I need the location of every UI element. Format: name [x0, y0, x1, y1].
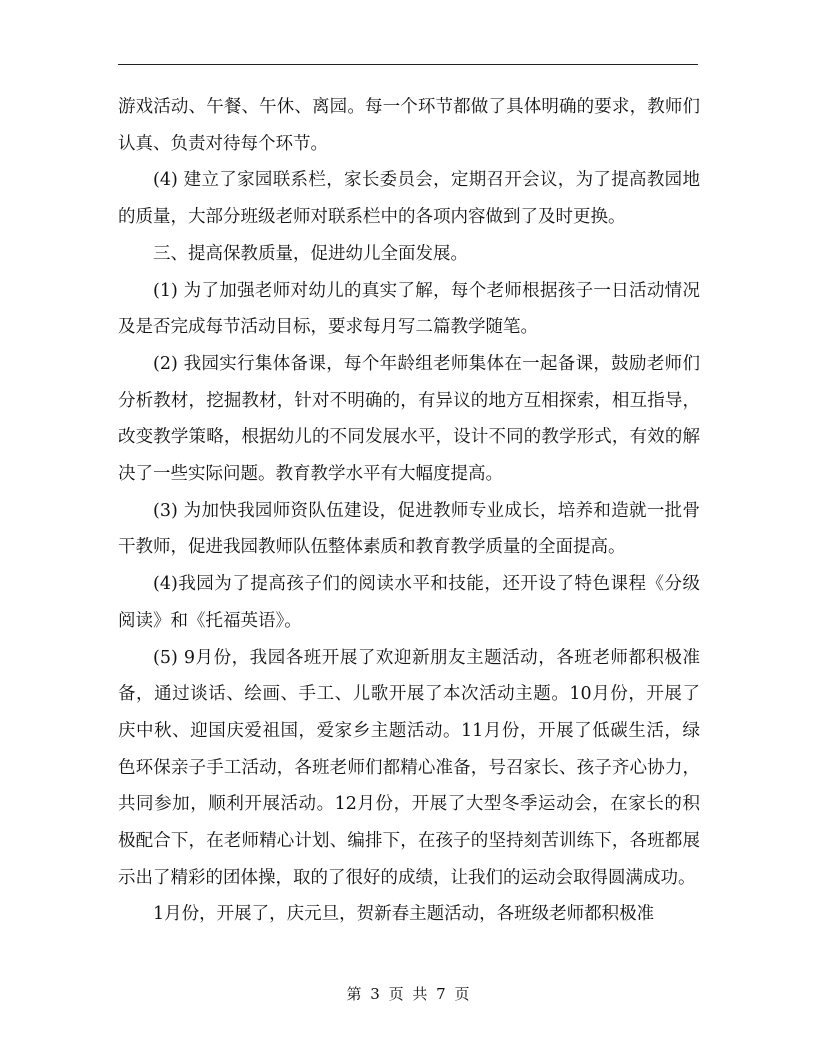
paragraph: (5) 9月份，我园各班开展了欢迎新朋友主题活动，各班老师都积极准备，通过谈话、绘画、手工、儿歌开展了本次活动主题。10月份，开展了庆中秋、迎国庆爱祖国，爱家乡主题活动。11月份，开展了低碳生活，绿色环保亲子手工活动，各班老师们都精心准备，号召家长、孩子齐心协力，共同参加，顺利开展活动。12月份，开展了大型冬季运动会，在家长的积极配合下，在老师精心计划、编排下，在孩子的坚持刻苦训练下，各班都展示出了精彩的团体操，取的了很好的成绩，让我们的运动会取得圆满成功。	[118, 647, 700, 888]
section-heading: 三、提高保教质量，促进幼儿全面发展。	[153, 243, 468, 264]
paragraph: (1) 为了加强老师对幼儿的真实了解，每个老师根据孩子一日活动情况及是否完成每节活动目标，要求每月写二篇教学随笔。	[118, 280, 700, 338]
paragraph: (3) 为加快我园师资队伍建设，促进教师专业成长，培养和造就一批骨干教师，促进我园教师队伍整体素质和教育教学质量的全面提高。	[118, 500, 700, 558]
paragraph: 游戏活动、午餐、午休、离园。每一个环节都做了具体明确的要求，教师们认真、负责对待每个环节。	[118, 97, 700, 154]
paragraph: 1月份，开展了，庆元旦，贺新春主题活动，各班级老师都积极准	[153, 904, 655, 925]
header-rule	[118, 64, 698, 65]
document-body	[118, 89, 700, 933]
paragraph: (2) 我园实行集体备课，每个年龄组老师集体在一起备课，鼓励老师们分析教材，挖掘教材，针对不明确的，有异议的地方互相探索，相互指导，改变教学策略，根据幼儿的不同发展水平，设计不同的教学形式，有效的解决了一些实际问题。教育教学水平有大幅度提高。	[118, 353, 700, 485]
paragraph: (4)我园为了提高孩子们的阅读水平和技能，还开设了特色课程《分级阅读》和《托福英语》。	[118, 574, 700, 631]
paragraph: (4) 建立了家园联系栏，家长委员会，定期召开会议，为了提高教园地的质量，大部分班级老师对联系栏中的各项内容做到了及时更换。	[118, 170, 700, 228]
page-number: 第 3 页 共 7 页	[346, 985, 470, 1003]
